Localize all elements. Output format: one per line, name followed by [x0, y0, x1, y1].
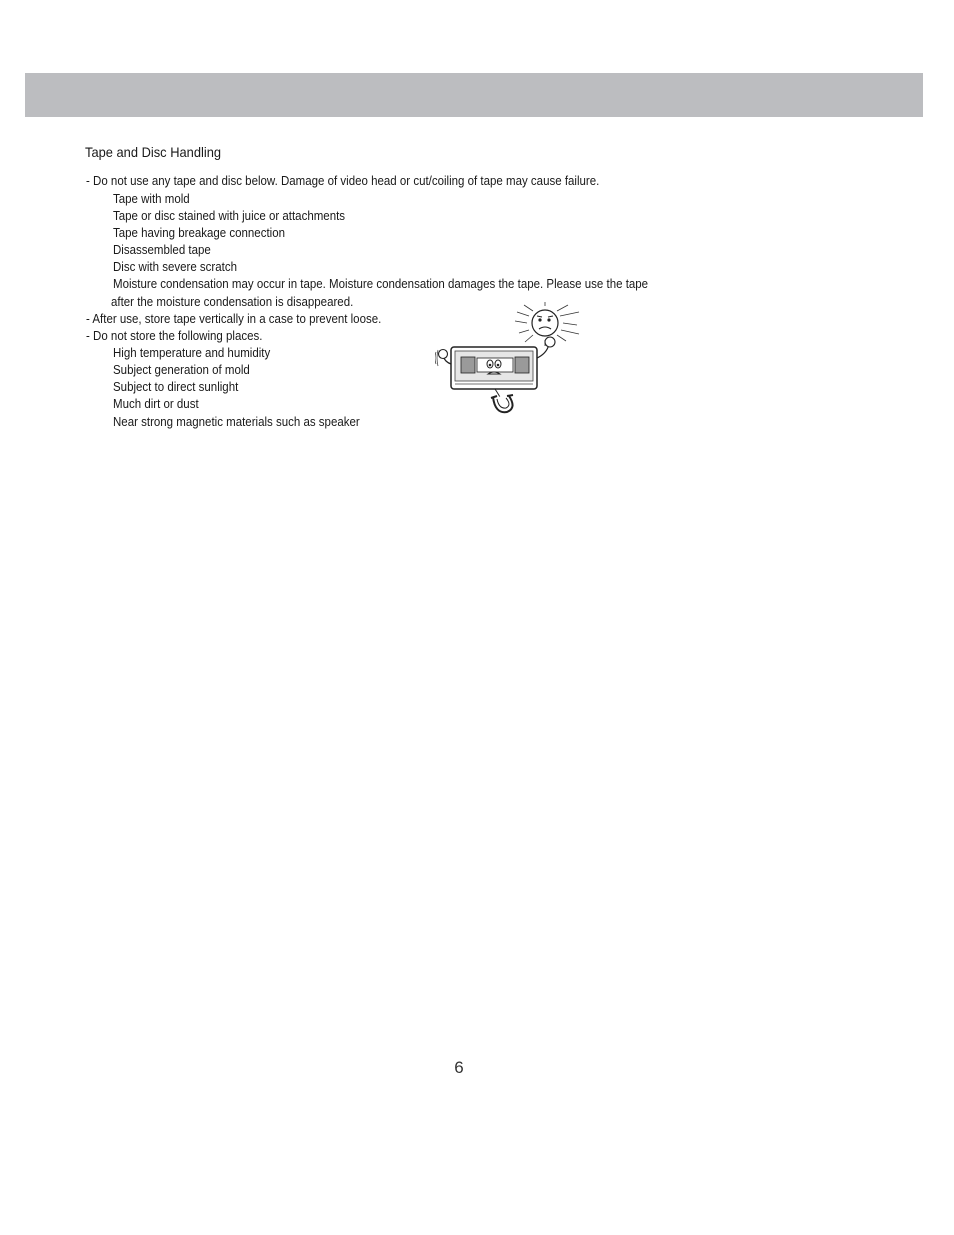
- list-item-continuation: after the moisture condensation is disappeared.: [111, 295, 354, 309]
- bullet-do-not-store: - Do not store the following places.: [86, 329, 263, 343]
- list-item: Tape or disc stained with juice or attachments: [113, 209, 346, 223]
- list-item: Near strong magnetic materials such as speaker: [113, 415, 360, 429]
- cartoon-videotape-sun-magnet-icon: [435, 302, 585, 420]
- bullet-store-vertically: - After use, store tape vertically in a case to prevent loose.: [86, 312, 382, 326]
- list-item: Moisture condensation may occur in tape. Moisture condensation damages the tape. Please use the tape: [113, 277, 649, 291]
- list-item: Disc with severe scratch: [113, 260, 237, 274]
- header-bar: [25, 73, 923, 117]
- list-item: Tape with mold: [113, 192, 190, 206]
- list-item: Disassembled tape: [113, 243, 211, 257]
- bullet-do-not-use: - Do not use any tape and disc below. Damage of video head or cut/coiling of tape may cause failure.: [86, 174, 600, 188]
- page-number: 6: [454, 1058, 464, 1077]
- list-item: Subject to direct sunlight: [113, 380, 239, 394]
- list-item: High temperature and humidity: [113, 346, 271, 360]
- list-item: Much dirt or dust: [113, 397, 199, 411]
- list-item: Subject generation of mold: [113, 363, 250, 377]
- list-item: Tape having breakage connection: [113, 226, 285, 240]
- section-title: Tape and Disc Handling: [85, 144, 222, 160]
